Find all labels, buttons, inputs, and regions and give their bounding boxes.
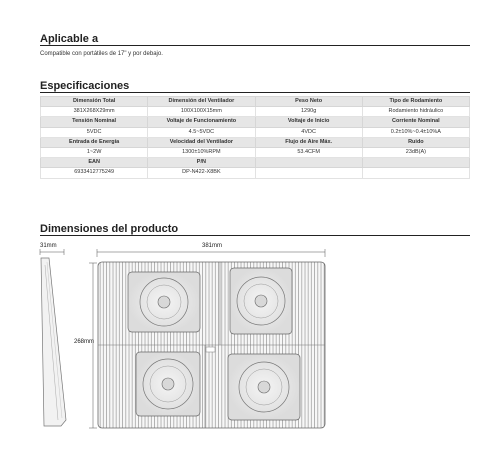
spec-value-cell: 100X100X15mm [148, 107, 255, 117]
spec-label-cell: Corriente Nominal [362, 117, 469, 127]
spec-label-cell: Velocidad del Ventilador [148, 137, 255, 147]
specs-heading: Especificaciones [40, 80, 130, 92]
spec-value-cell: 4VDC [255, 127, 362, 137]
spec-value-cell: 53.4CFM [255, 147, 362, 157]
spec-label-cell: Dimensión del Ventilador [148, 97, 255, 107]
spec-value-cell: Rodamiento hidráulico [362, 107, 469, 117]
spec-label-cell: Tipo de Rodamiento [362, 97, 469, 107]
top-view [98, 262, 325, 428]
fan-top-left [128, 272, 200, 332]
width-label: 381mm [202, 243, 223, 249]
spec-label-cell: Entrada de Energía [41, 137, 148, 147]
side-profile-view [41, 258, 66, 426]
spec-label-cell: Voltaje de Funcionamiento [148, 117, 255, 127]
spec-value-cell: 6933412775249 [41, 168, 148, 178]
spec-value-cell: 381X268X29mm [41, 107, 148, 117]
spec-label-cell: P/N [148, 158, 255, 168]
spec-value-cell: 5VDC [41, 127, 148, 137]
spec-value-cell: 4.5~5VDC [148, 127, 255, 137]
spec-value-cell: 23dB(A) [362, 147, 469, 157]
spec-label-cell: EAN [41, 158, 148, 168]
fan-top-right [230, 268, 292, 334]
fan-bottom-right [228, 354, 300, 420]
spec-label-cell: Peso Neto [255, 97, 362, 107]
spec-value-cell: 0.2±10%~0.4±10%A [362, 127, 469, 137]
spec-value-cell: 1300±10%RPM [148, 147, 255, 157]
fan-bottom-left [136, 352, 200, 416]
spec-label-cell: Tensión Nominal [41, 117, 148, 127]
side-thickness-label: 31mm [40, 243, 57, 249]
spec-value-cell: 1~2W [41, 147, 148, 157]
dimensions-heading: Dimensiones del producto [40, 223, 179, 235]
applicable-heading: Aplicable a [40, 33, 99, 45]
spec-label-cell: Ruido [362, 137, 469, 147]
spec-label-cell: Dimensión Total [41, 97, 148, 107]
brand-badge [206, 347, 215, 352]
height-label: 268mm [74, 339, 95, 345]
spec-value-cell: 1290g [255, 107, 362, 117]
spec-label-cell: Voltaje de Inicio [255, 117, 362, 127]
spec-value-cell: DP-N422-X8BK [148, 168, 255, 178]
applicable-text: Compatible con portátiles de 17" y por debajo. [40, 51, 163, 57]
spec-label-cell: Flujo de Aire Máx. [255, 137, 362, 147]
